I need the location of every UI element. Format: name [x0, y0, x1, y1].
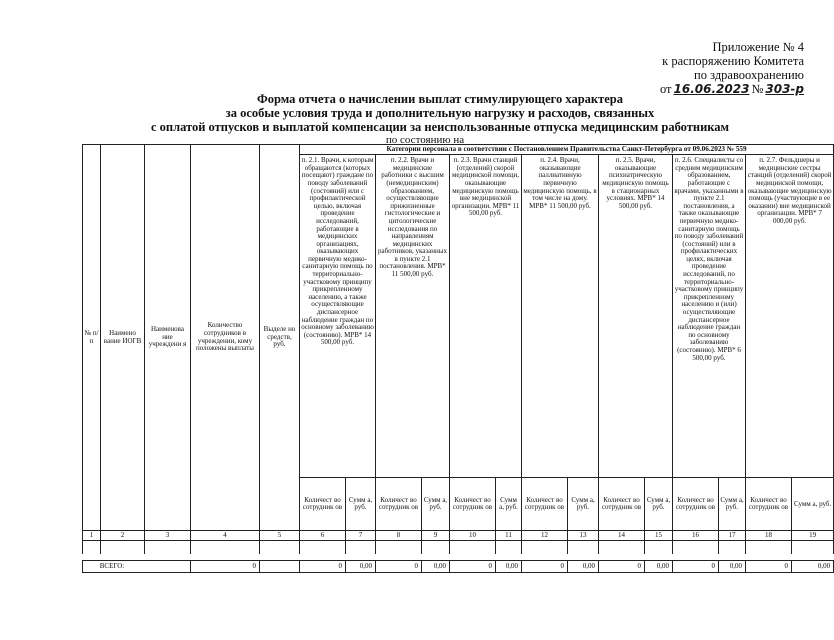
- report-table: [82, 144, 834, 573]
- total-value: 0,00: [568, 560, 599, 572]
- total-value: 0,00: [719, 560, 746, 572]
- col-head-funds: Выделе но средств, руб.: [260, 145, 300, 531]
- col-number: 17: [719, 531, 746, 541]
- category-2-3: п. 2.3. Врачи станций (отделений) скорой медицинской помощи, оказывающие медицинскую помощь вне медицинской организации. МРВ* 11 500,00 руб.: [450, 155, 522, 478]
- sub-count: Количест во сотрудник ов: [376, 478, 422, 531]
- total-value: 0: [599, 560, 645, 572]
- appendix-line2: к распоряжению Комитета: [662, 54, 804, 68]
- empty-data-row: [83, 541, 834, 554]
- total-value: 0: [376, 560, 422, 572]
- title-subtitle: по состоянию на: [385, 134, 465, 146]
- col-head-num: № п/п: [83, 145, 101, 531]
- total-value: 0,00: [792, 560, 834, 572]
- total-value: 0,00: [346, 560, 376, 572]
- sub-sum: Сумм а, руб.: [719, 478, 746, 531]
- category-2-4: п. 2.4. Врачи, оказывающие паллиативную первичную медицинскую помощь, в том числе на дому. МРВ* 11 500,00 руб.: [522, 155, 599, 478]
- category-header: Категории персонала в соответствии с Постановлением Правительства Санкт-Петербурга от 09.06.2023 № 559: [300, 145, 834, 155]
- col-number: 16: [673, 531, 719, 541]
- col-number: 4: [191, 531, 260, 541]
- col-number: 3: [145, 531, 191, 541]
- sub-count: Количест во сотрудник ов: [599, 478, 645, 531]
- sub-sum: Сумм а, руб.: [496, 478, 522, 531]
- total-value: 0: [300, 560, 346, 572]
- total-value: 0,00: [496, 560, 522, 572]
- title-line2: за особые условия труда и дополнительную нагрузку и расходов, связанных: [225, 106, 655, 120]
- document-title: [150, 92, 730, 134]
- sub-count: Количест во сотрудник ов: [522, 478, 568, 531]
- appendix-line3: по здравоохранению: [694, 68, 804, 82]
- category-2-5: п. 2.5. Врачи, оказывающие психиатрическую медицинскую помощь в стационарных условиях. МРВ* 14 500,00 руб.: [599, 155, 673, 478]
- col-number: 6: [300, 531, 346, 541]
- category-2-7: п. 2.7. Фельдшеры и медицинские сестры станций (отделений) скорой медицинской помощи, оказывающие медицинскую помощь (участвующие в ее оказании) вне медицинской организации. МРВ* 7 000,00 руб.: [746, 155, 834, 478]
- sub-count: Количест во сотрудник ов: [300, 478, 346, 531]
- col-number: 5: [260, 531, 300, 541]
- col-number: 2: [101, 531, 145, 541]
- col-number: 1: [83, 531, 101, 541]
- appendix-date: 16.06.2023: [673, 82, 750, 96]
- total-value: 0: [522, 560, 568, 572]
- col-head-staff: Количество сотрудников в учреждении, кому положены выплаты: [191, 145, 260, 531]
- category-2-6: п. 2.6. Специалисты со средним медицинским образованием, работающие с врачами, указанными в пункте 2.1 постановления, а также оказывающие первичную медико-санитарную помощь по поводу заболеваний (состояний) или в профилактических целях, включая проведение исследований, по территориально-участковому принципу прикрепленному населению и (или) осуществляющие диспансерное наблюдение граждан по основному заболеванию (состоянию). МРВ* 6 500,00 руб.: [673, 155, 746, 478]
- col-number: 18: [746, 531, 792, 541]
- total-value: 0: [746, 560, 792, 572]
- sub-count: Количест во сотрудник ов: [673, 478, 719, 531]
- col-number: 14: [599, 531, 645, 541]
- col-number: 10: [450, 531, 496, 541]
- total-value: 0: [450, 560, 496, 572]
- total-staff: 0: [191, 560, 260, 572]
- col-number: 19: [792, 531, 834, 541]
- sub-sum: Сумм а, руб.: [568, 478, 599, 531]
- total-value: 0,00: [645, 560, 673, 572]
- appendix-line1: Приложение № 4: [712, 40, 804, 54]
- col-number: 7: [346, 531, 376, 541]
- col-number: 8: [376, 531, 422, 541]
- category-2-2: п. 2.2. Врачи и медицинские работники с высшим (немедицинским) образованием, осуществляющие прижизненные гистологические и цитологические исследования по направлениям медицинских работников, указанных в пункте 2.1 постановления. МРВ* 11 500,00 руб.: [376, 155, 450, 478]
- col-number: 15: [645, 531, 673, 541]
- total-value: 0: [673, 560, 719, 572]
- col-number: 11: [496, 531, 522, 541]
- col-head-iogv: Наимено вание ИОГВ: [101, 145, 145, 531]
- col-number: 12: [522, 531, 568, 541]
- sub-sum: Сумм а, руб.: [422, 478, 450, 531]
- title-line3: с оплатой отпусков и выплатой компенсации за неиспользованные отпуска медицинским работникам: [150, 120, 730, 134]
- appendix-number: 303-р: [765, 82, 804, 96]
- col-number: 9: [422, 531, 450, 541]
- sub-sum: Сумм а, руб.: [645, 478, 673, 531]
- sub-count: Количест во сотрудник ов: [450, 478, 496, 531]
- appendix-no: №: [751, 82, 764, 96]
- total-label: ВСЕГО:: [83, 560, 191, 572]
- sub-sum: Сумм а, руб.: [792, 478, 834, 531]
- category-2-1: п. 2.1. Врачи, к которым обращаются (которых посещают) граждане по поводу заболеваний (состояний) или с профилактической целью, включая проведение исследований, работающие в медицинских организациях, оказывающих первичную медико-санитарную помощь по территориально-участковому принципу прикрепленному населению, а также осуществляющие диспансерное наблюдение граждан по основному заболеванию (состоянию). МРВ* 14 500,00 руб.: [300, 155, 376, 478]
- sub-count: Количест во сотрудник ов: [746, 478, 792, 531]
- col-number: 13: [568, 531, 599, 541]
- title-line1: Форма отчета о начислении выплат стимулирующего характера: [257, 92, 623, 106]
- col-head-institution: Наименова ние учреждени я: [145, 145, 191, 531]
- sub-sum: Сумм а, руб.: [346, 478, 376, 531]
- total-row: [83, 560, 834, 572]
- appendix-block: [604, 40, 804, 96]
- appendix-from: от: [659, 82, 672, 96]
- total-value: 0,00: [422, 560, 450, 572]
